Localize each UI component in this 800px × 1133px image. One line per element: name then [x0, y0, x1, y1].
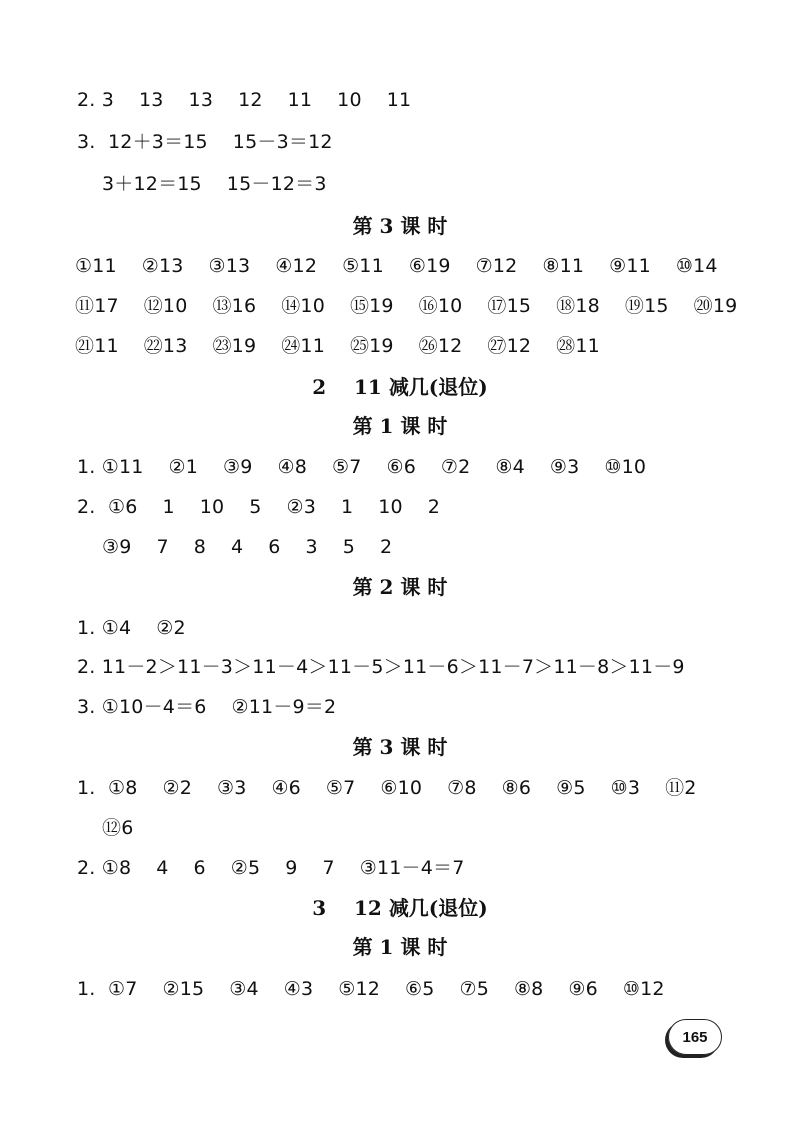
- answer-line-3: 3. ①10－4＝6 ②11－9＝2: [77, 696, 337, 718]
- section-heading-11-subtract: 2 11 减几(退位): [312, 375, 488, 399]
- answer-line-circled-2: ⑪17 ⑫10 ⑬16 ⑭10 ⑮19 ⑯10 ⑰15 ⑱18 ⑲15 ⑳19: [75, 295, 738, 317]
- answer-line-2a: 2. ①6 1 10 5 ②3 1 10 2: [77, 496, 441, 518]
- answer-line-2b: ③9 7 8 4 6 3 5 2: [102, 536, 393, 558]
- lesson-heading-1: 第 1 课 时: [352, 414, 448, 438]
- answer-line-2-1: 2. 3 13 13 12 11 10 11: [77, 89, 412, 111]
- answer-line-2: 2. ①8 4 6 ②5 9 7 ③11－4＝7: [77, 857, 465, 879]
- answer-line-3-2: 3＋12＝15 15－12＝3: [102, 173, 327, 195]
- answer-line-1: 1. ①11 ②1 ③9 ④8 ⑤7 ⑥6 ⑦2 ⑧4 ⑨3 ⑩10: [77, 456, 647, 478]
- lesson-heading-2: 第 2 课 时: [352, 575, 448, 599]
- answer-line-1b: ⑫6: [102, 817, 134, 839]
- answer-line-2: 2. 11－2＞11－3＞11－4＞11－5＞11－6＞11－7＞11－8＞11－9: [77, 656, 685, 678]
- page-number: 165: [682, 1028, 708, 1046]
- answer-line-1a: 1. ①8 ②2 ③3 ④6 ⑤7 ⑥10 ⑦8 ⑧6 ⑨5 ⑩3 ⑪2: [77, 777, 697, 799]
- lesson-heading-3b: 第 3 课 时: [352, 735, 448, 759]
- answer-line-1: 1. ①7 ②15 ③4 ④3 ⑤12 ⑥5 ⑦5 ⑧8 ⑨6 ⑩12: [77, 978, 665, 1000]
- lesson-heading-1b: 第 1 课 时: [352, 935, 448, 959]
- answer-line-circled-3: ㉑11 ㉒13 ㉓19 ㉔11 ㉕19 ㉖12 ㉗12 ㉘11: [75, 335, 600, 357]
- answer-line-1: 1. ①4 ②2: [77, 617, 186, 639]
- answer-line-3-1: 3. 12＋3＝15 15－3＝12: [77, 131, 333, 153]
- section-heading-12-subtract: 3 12 减几(退位): [312, 896, 488, 920]
- page-number-badge: [668, 1019, 722, 1055]
- lesson-heading-3: 第 3 课 时: [352, 214, 448, 238]
- answer-line-circled-1: ①11 ②13 ③13 ④12 ⑤11 ⑥19 ⑦12 ⑧11 ⑨11 ⑩14: [75, 255, 718, 277]
